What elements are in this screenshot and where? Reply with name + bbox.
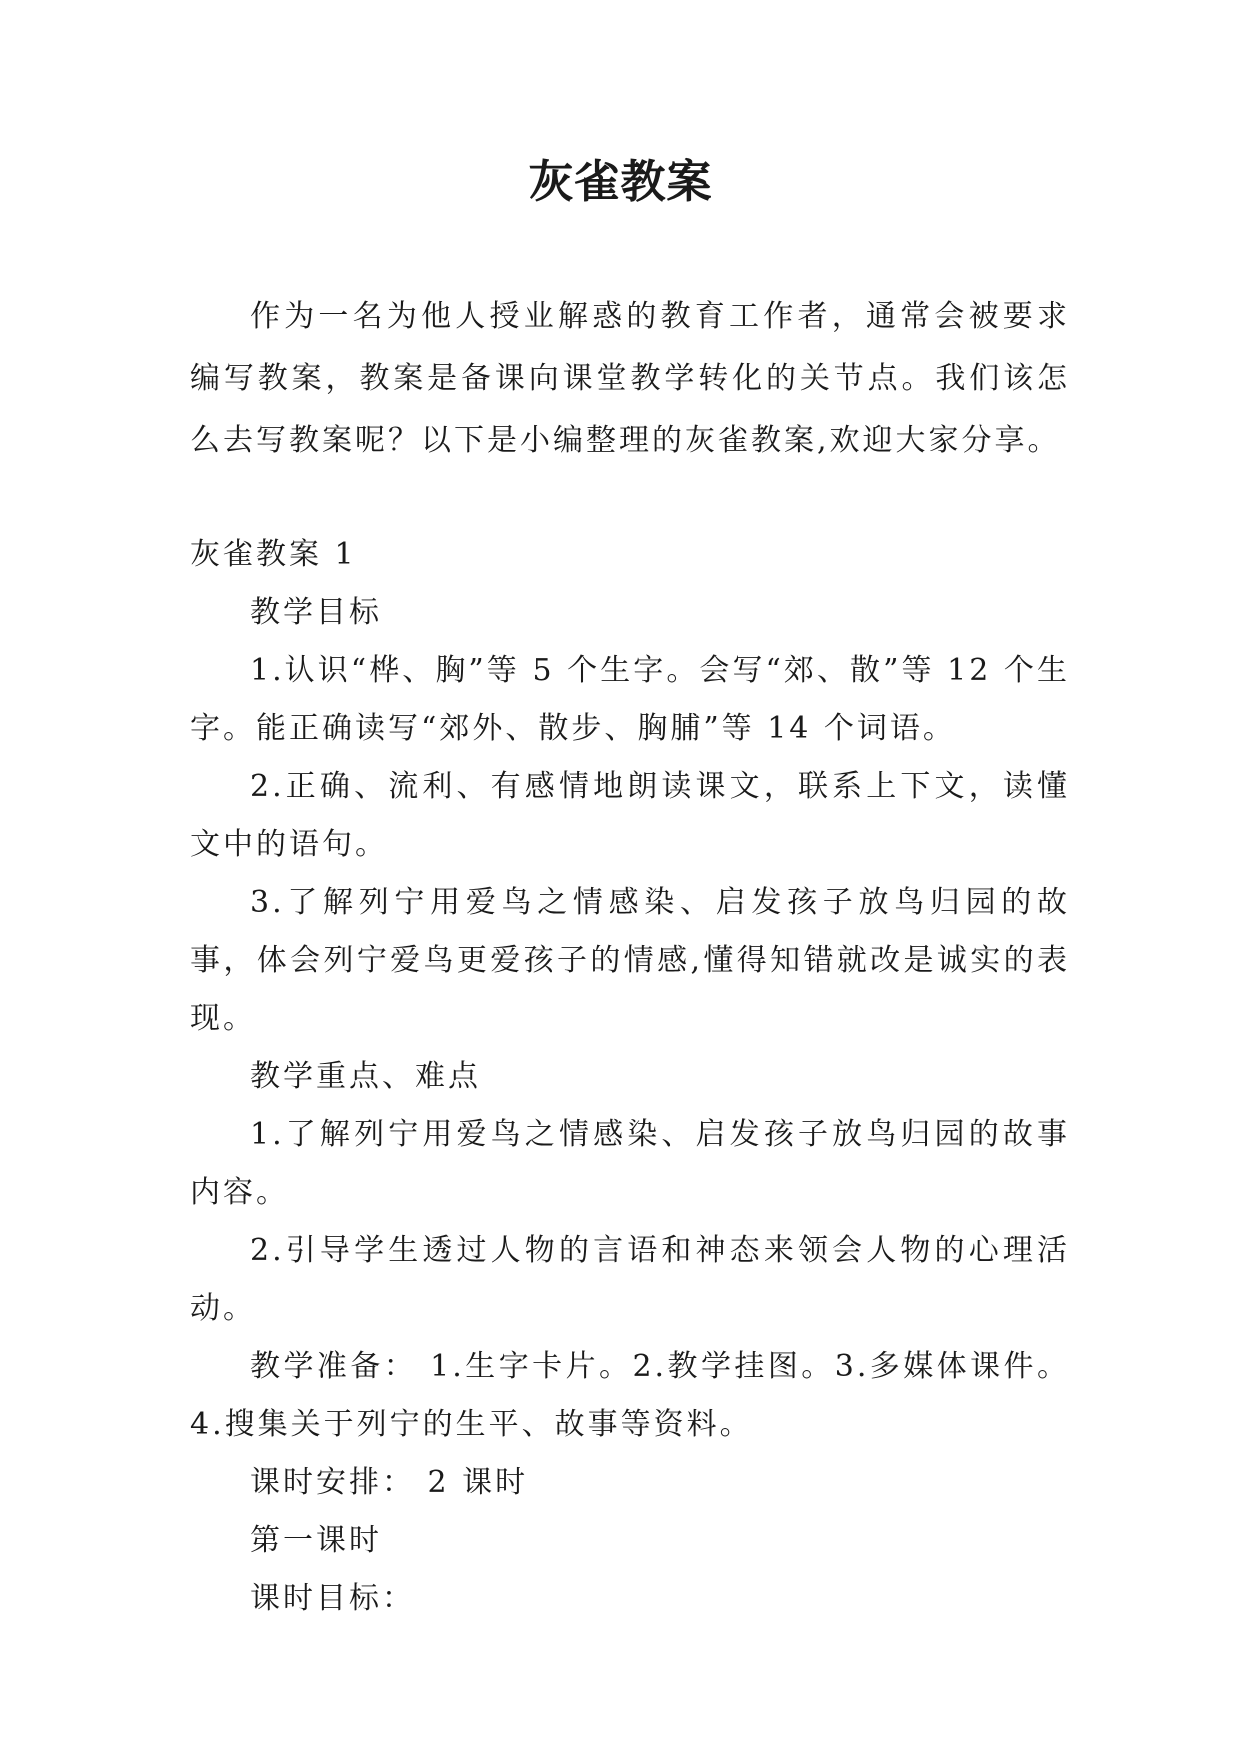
objective-item-1: 1.认识“桦、胸”等 5 个生字。会写“郊、散”等 12 个生字。能正确读写“郊外、散步、胸脯”等 14 个词语。: [190, 653, 1070, 746]
key-point-item-1: 1.了解列宁用爱鸟之情感染、启发孩子放鸟归园的故事内容。: [190, 1117, 1070, 1210]
section-heading: 灰雀教案 1: [190, 537, 357, 572]
first-lesson-heading: 第一课时: [250, 1523, 382, 1558]
objective-item-3: 3.了解列宁用爱鸟之情感染、启发孩子放鸟归园的故事，体会列宁爱鸟更爱孩子的情感,懂得知错就改是诚实的表现。: [190, 885, 1070, 1036]
lesson-plan-content: [190, 526, 1070, 1628]
document-title: 灰雀教案: [528, 155, 713, 208]
teaching-preparation: 教学准备： 1.生字卡片。2.教学挂图。3.多媒体课件。4.搜集关于列宁的生平、故事等资料。: [190, 1349, 1070, 1442]
intro-block: [190, 286, 1070, 472]
heading-teaching-objectives: 教学目标: [250, 595, 382, 630]
key-point-item-2: 2.引导学生透过人物的言语和神态来领会人物的心理活动。: [190, 1233, 1070, 1326]
lesson-objectives-label: 课时目标：: [250, 1581, 415, 1616]
intro-paragraph: 作为一名为他人授业解惑的教育工作者，通常会被要求编写教案，教案是备课向课堂教学转化的关节点。我们该怎么去写教案呢？以下是小编整理的灰雀教案,欢迎大家分享。: [190, 299, 1070, 458]
heading-key-difficult-points: 教学重点、难点: [250, 1059, 481, 1094]
lesson-schedule: 课时安排： 2 课时: [250, 1465, 529, 1500]
objective-item-2: 2.正确、流利、有感情地朗读课文，联系上下文，读懂文中的语句。: [190, 769, 1070, 862]
